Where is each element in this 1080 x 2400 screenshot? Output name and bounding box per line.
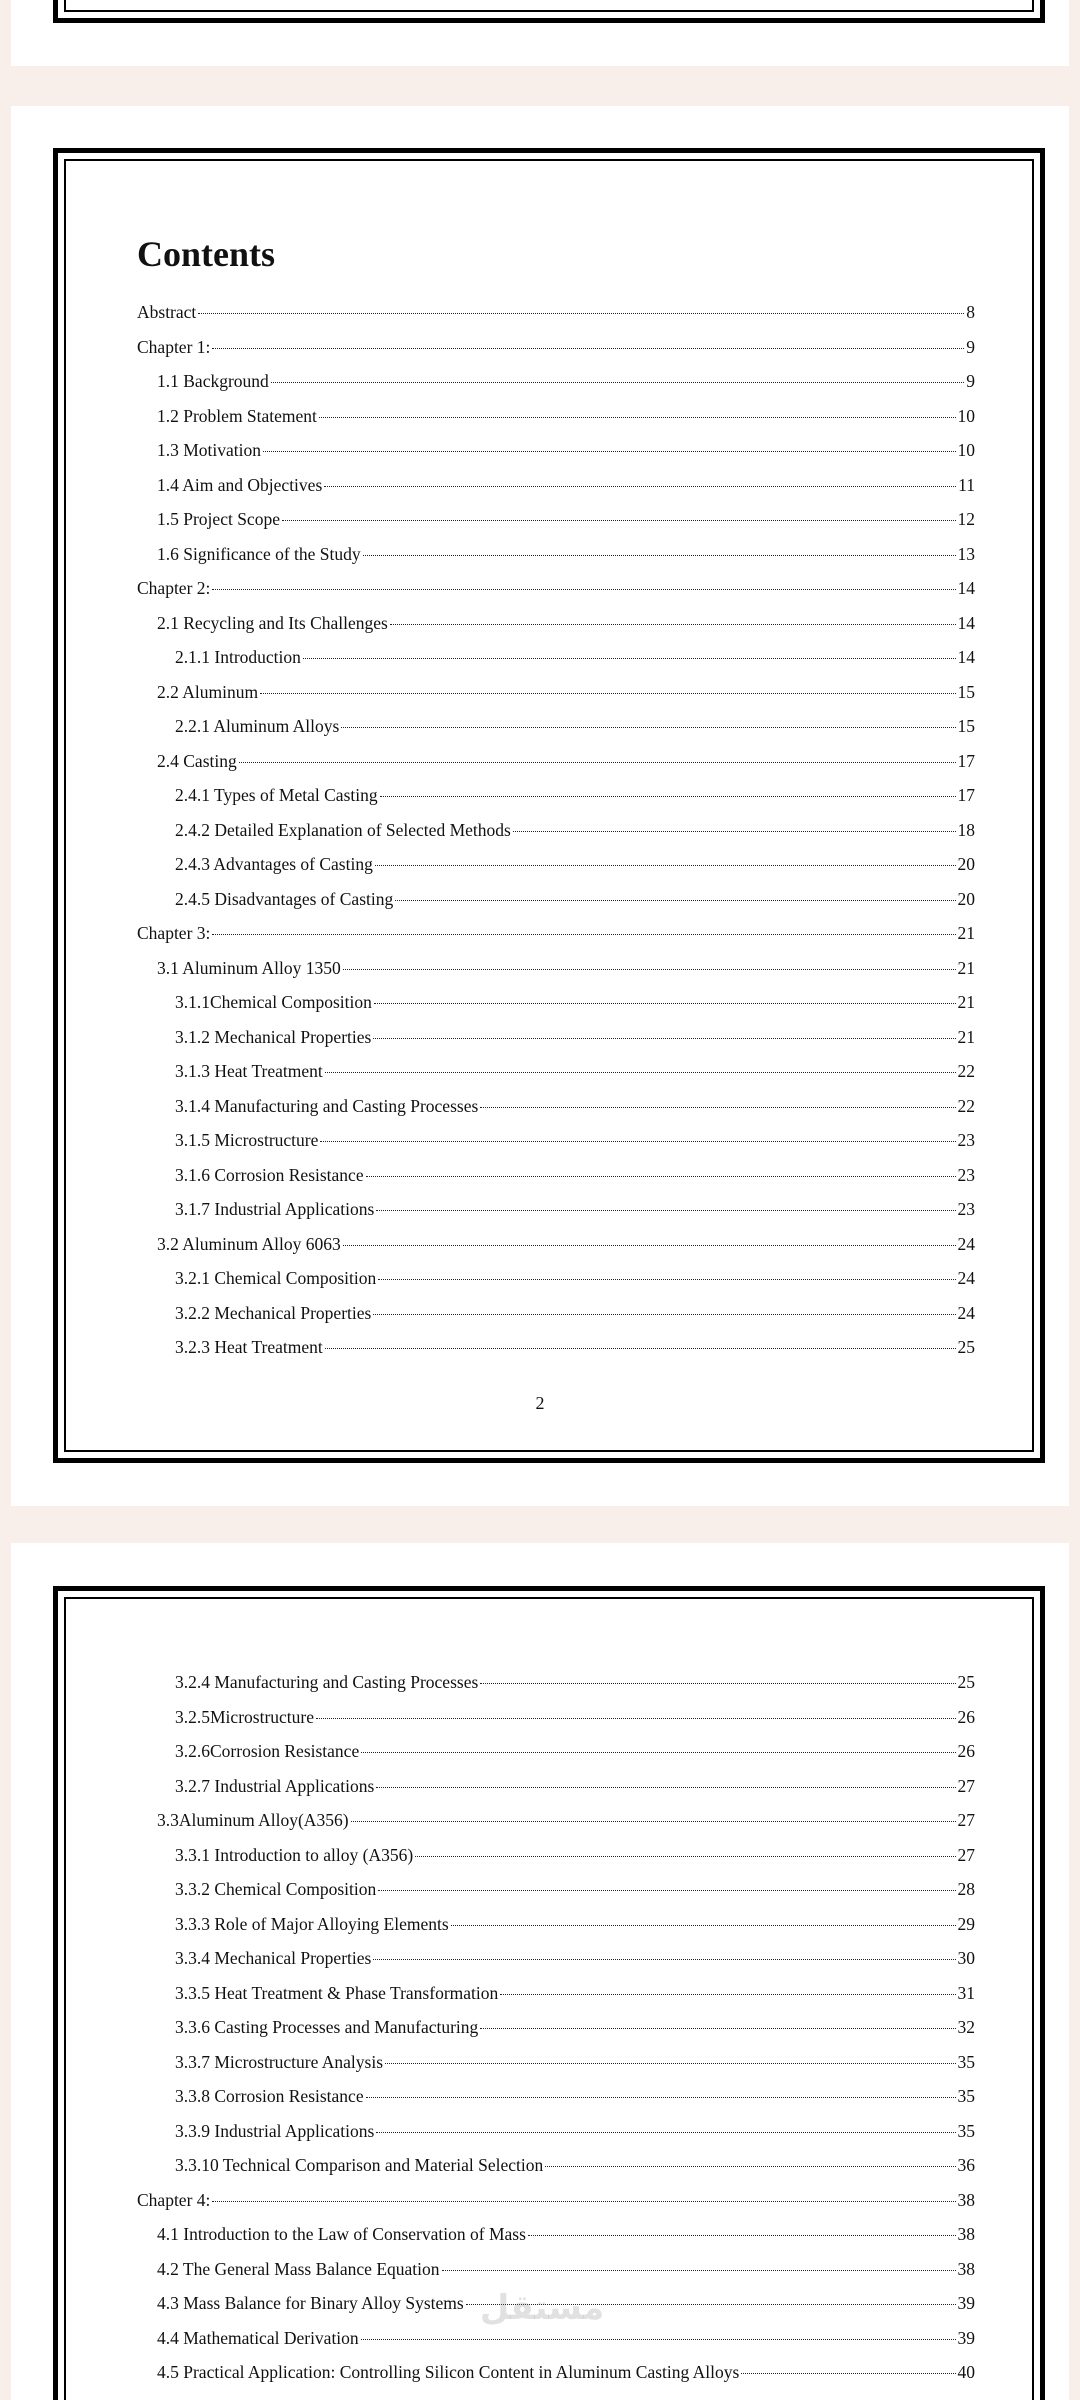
toc-dot-leader	[361, 2338, 956, 2340]
toc-entry-page: 17	[957, 750, 975, 771]
toc-entry-page: 35	[957, 2120, 975, 2141]
toc-entry-title: 3.2.1 Chemical Composition	[175, 1268, 377, 1288]
toc-dot-leader	[324, 485, 956, 487]
toc-entry[interactable]	[137, 295, 975, 330]
toc-dot-leader	[545, 2165, 955, 2167]
toc-entry[interactable]	[137, 1769, 975, 1804]
toc-entry-page: 35	[957, 2086, 975, 2106]
toc-entry-page: 24	[957, 1233, 975, 1254]
toc-entry-page: 24	[957, 1302, 975, 1323]
toc-dot-leader	[528, 2234, 956, 2236]
toc-dot-leader	[260, 692, 955, 694]
toc-entry[interactable]	[137, 2045, 975, 2080]
toc-entry-page: 38	[957, 2224, 975, 2244]
toc-entry-page: 21	[957, 923, 975, 943]
toc-entry-title: 2.1.1 Introduction	[175, 647, 301, 667]
toc-dot-leader	[385, 2062, 955, 2064]
toc-dot-leader	[212, 347, 964, 349]
toc-entry-title: 2.1 Recycling and Its Challenges	[157, 612, 388, 633]
toc-entry-title: 2.4.1 Types of Metal Casting	[175, 785, 378, 805]
toc-entry[interactable]	[137, 1123, 975, 1158]
toc-entry-page: 10	[957, 440, 975, 460]
toc-entry[interactable]	[137, 606, 975, 641]
toc-entry-title: 3.3.1 Introduction to alloy (A356)	[175, 1844, 414, 1865]
toc-dot-leader	[480, 1682, 955, 1684]
toc-dot-leader	[303, 657, 956, 659]
toc-entry[interactable]	[137, 2079, 975, 2114]
toc-entry-title: 4.5 Practical Application: Controlling Silicon Content in Aluminum Casting Alloys	[157, 2362, 740, 2382]
toc-entry[interactable]	[137, 985, 975, 1020]
toc-entry-title: 4.2 The General Mass Balance Equation	[157, 2258, 440, 2279]
toc-entry-title: 1.3 Motivation	[157, 440, 262, 460]
toc-entry-page: 12	[957, 509, 975, 529]
toc-entry[interactable]	[137, 468, 975, 503]
toc-entry-page: 36	[957, 2155, 975, 2175]
toc-entry-title: Chapter 2:	[137, 578, 211, 598]
toc-entry[interactable]	[137, 813, 975, 848]
toc-entry[interactable]	[137, 537, 975, 572]
toc-entry-page: 39	[957, 2327, 975, 2348]
toc-entry-title: 3.3.6 Casting Processes and Manufacturing	[175, 2017, 479, 2037]
toc-entry-title: 3.3.2 Chemical Composition	[175, 1879, 377, 1899]
toc-entry[interactable]	[137, 1158, 975, 1193]
toc-entry-title: 1.4 Aim and Objectives	[157, 474, 323, 495]
toc-dot-leader	[373, 1958, 955, 1960]
toc-entry-title: 3.3.10 Technical Comparison and Material Selection	[175, 2155, 544, 2175]
toc-dot-leader	[415, 1855, 955, 1857]
toc-entry-page: 26	[957, 1706, 975, 1727]
toc-entry-page: 31	[957, 1982, 975, 2003]
toc-entry-page: 26	[957, 1741, 975, 1761]
toc-entry-title: 4.3 Mass Balance for Binary Alloy Systems	[157, 2293, 464, 2313]
toc-entry[interactable]	[137, 2148, 975, 2183]
toc-entry[interactable]	[137, 1054, 975, 1089]
toc-dot-leader	[376, 1786, 955, 1788]
toc-dot-leader	[316, 1717, 956, 1719]
toc-entry-page: 14	[957, 578, 975, 598]
toc-entry-page: 17	[957, 785, 975, 805]
toc-dot-leader	[320, 1140, 955, 1142]
toc-entry-page: 9	[966, 336, 975, 357]
toc-dot-leader	[390, 623, 956, 625]
toc-entry-title: 1.6 Significance of the Study	[157, 543, 361, 564]
toc-entry-title: 3.3.3 Role of Major Alloying Elements	[175, 1913, 449, 1934]
toc-entry-title: 3.1.3 Heat Treatment	[175, 1061, 323, 1081]
toc-entry-page: 13	[957, 543, 975, 564]
toc-dot-leader	[395, 899, 955, 901]
toc-entry[interactable]	[137, 744, 975, 779]
toc-dot-leader	[373, 1037, 955, 1039]
toc-entry[interactable]	[137, 2114, 975, 2149]
toc-entry[interactable]	[137, 847, 975, 882]
toc-dot-leader	[319, 416, 956, 418]
toc-entry[interactable]	[137, 882, 975, 917]
page-title: Contents	[137, 234, 276, 274]
toc-entry-title: 2.4 Casting	[157, 750, 237, 771]
toc-entry[interactable]	[137, 1330, 975, 1365]
toc-entry[interactable]	[137, 1020, 975, 1055]
toc-dot-leader	[451, 1924, 956, 1926]
toc-entry-page: 38	[957, 2258, 975, 2279]
toc-entry[interactable]	[137, 1976, 975, 2011]
toc-entry-title: 3.2.2 Mechanical Properties	[175, 1302, 372, 1323]
toc-entry[interactable]	[137, 571, 975, 606]
toc-entry-title: Chapter 4:	[137, 2189, 211, 2210]
toc-dot-leader	[375, 864, 956, 866]
toc-entry-page: 28	[957, 1879, 975, 1899]
toc-entry-title: 4.1 Introduction to the Law of Conservation of Mass	[157, 2224, 526, 2244]
toc-entry[interactable]	[137, 1941, 975, 1976]
toc-entry-page: 27	[957, 1844, 975, 1865]
toc-dot-leader	[442, 2269, 956, 2271]
toc-dot-leader	[363, 554, 956, 556]
toc-entry-page: 15	[957, 716, 975, 736]
toc-dot-leader	[263, 450, 955, 452]
toc-dot-leader	[282, 519, 956, 521]
toc-entry[interactable]	[137, 2217, 975, 2252]
toc-entry-page: 14	[957, 612, 975, 633]
toc-entry-title: 2.4.3 Advantages of Casting	[175, 854, 373, 874]
toc-entry[interactable]	[137, 1907, 975, 1942]
toc-entry-page: 25	[957, 1337, 975, 1357]
toc-entry-page: 20	[957, 888, 975, 909]
toc-entry[interactable]	[137, 1838, 975, 1873]
toc-dot-leader	[325, 1347, 956, 1349]
table-of-contents	[137, 295, 975, 1365]
toc-dot-leader	[373, 1313, 955, 1315]
toc-entry[interactable]	[137, 2355, 975, 2390]
toc-entry-title: 3.1.1Chemical Composition	[175, 992, 372, 1012]
toc-entry[interactable]	[137, 709, 975, 744]
toc-entry-page: 23	[957, 1164, 975, 1185]
toc-entry[interactable]	[137, 1227, 975, 1262]
toc-entry-page: 21	[957, 1026, 975, 1047]
toc-entry[interactable]	[137, 1700, 975, 1735]
toc-entry-title: 2.2 Aluminum	[157, 681, 259, 702]
toc-dot-leader	[212, 933, 955, 935]
toc-entry-page: 38	[957, 2189, 975, 2210]
toc-entry-page: 29	[957, 1913, 975, 1934]
toc-entry-page: 30	[957, 1948, 975, 1968]
toc-entry-title: Chapter 1:	[137, 336, 211, 357]
watermark-logo: مستقل	[479, 2288, 605, 2328]
toc-entry-page: 11	[958, 474, 975, 495]
toc-dot-leader	[376, 2131, 955, 2133]
toc-dot-leader	[380, 795, 956, 797]
toc-entry[interactable]	[137, 433, 975, 468]
toc-entry-page: 22	[957, 1095, 975, 1116]
toc-entry-title: 4.4 Mathematical Derivation	[157, 2327, 359, 2348]
toc-dot-leader	[480, 2027, 955, 2029]
toc-entry-page: 32	[957, 2017, 975, 2037]
toc-entry[interactable]	[137, 1261, 975, 1296]
toc-entry-page: 27	[957, 1810, 975, 1830]
toc-entry-page: 18	[957, 819, 975, 840]
toc-entry-title: 3.2.7 Industrial Applications	[175, 1775, 375, 1796]
toc-entry[interactable]	[137, 675, 975, 710]
toc-entry-page: 8	[966, 302, 975, 322]
toc-entry-title: 3.2.6Corrosion Resistance	[175, 1741, 360, 1761]
toc-entry-title: 1.1 Background	[157, 371, 269, 391]
toc-dot-leader	[343, 1244, 956, 1246]
toc-dot-leader	[341, 726, 955, 728]
toc-entry[interactable]	[137, 1734, 975, 1769]
toc-entry-title: 2.2.1 Aluminum Alloys	[175, 716, 340, 736]
toc-entry-title: 2.4.5 Disadvantages of Casting	[175, 888, 394, 909]
toc-entry[interactable]	[137, 1872, 975, 1907]
toc-entry[interactable]	[137, 364, 975, 399]
toc-entry-page: 27	[957, 1775, 975, 1796]
toc-entry-page: 21	[957, 992, 975, 1012]
toc-entry[interactable]	[137, 951, 975, 986]
toc-entry[interactable]	[137, 2183, 975, 2218]
toc-entry[interactable]	[137, 399, 975, 434]
toc-dot-leader	[198, 312, 964, 314]
toc-entry-page: 40	[957, 2362, 975, 2382]
toc-entry-title: 3.1.6 Corrosion Resistance	[175, 1164, 364, 1185]
contents-page-sheet	[11, 106, 1069, 1506]
toc-entry-title: 1.5 Project Scope	[157, 509, 280, 529]
toc-dot-leader	[366, 2096, 956, 2098]
toc-entry-page: 23	[957, 1199, 975, 1219]
toc-entry-title: 3.2.5Microstructure	[175, 1706, 314, 1727]
toc-entry[interactable]	[137, 2252, 975, 2287]
toc-entry-title: 3.3.7 Microstructure Analysis	[175, 2051, 384, 2072]
toc-entry-title: 3.3.9 Industrial Applications	[175, 2120, 375, 2141]
toc-entry-page: 39	[957, 2293, 975, 2313]
toc-entry[interactable]	[137, 502, 975, 537]
toc-entry[interactable]	[137, 778, 975, 813]
toc-entry-page: 9	[966, 371, 975, 391]
toc-entry-title: Abstract	[137, 302, 197, 322]
toc-entry[interactable]	[137, 2010, 975, 2045]
toc-entry[interactable]	[137, 330, 975, 365]
toc-dot-leader	[378, 1889, 955, 1891]
toc-dot-leader	[513, 830, 956, 832]
toc-entry[interactable]	[137, 916, 975, 951]
toc-entry-title: 3.2.3 Heat Treatment	[175, 1337, 323, 1357]
toc-entry-title: 3.3.8 Corrosion Resistance	[175, 2086, 364, 2106]
previous-page-sheet	[11, 0, 1069, 66]
toc-dot-leader	[366, 1175, 956, 1177]
toc-entry-page: 35	[957, 2051, 975, 2072]
contents-continued-page-sheet	[11, 1543, 1069, 2400]
toc-dot-leader	[212, 2200, 955, 2202]
toc-entry[interactable]	[137, 1803, 975, 1838]
toc-dot-leader	[376, 1209, 955, 1211]
toc-dot-leader	[361, 1751, 955, 1753]
toc-dot-leader	[378, 1278, 955, 1280]
toc-entry-title: 3.2 Aluminum Alloy 6063	[157, 1233, 341, 1254]
toc-dot-leader	[212, 588, 955, 590]
page-number: 2	[535, 1393, 545, 1413]
toc-dot-leader	[480, 1106, 955, 1108]
toc-dot-leader	[239, 761, 956, 763]
toc-entry-title: 2.4.2 Detailed Explanation of Selected Methods	[175, 819, 511, 840]
toc-entry-title: Chapter 3:	[137, 923, 211, 943]
toc-entry[interactable]	[137, 1296, 975, 1331]
toc-entry-page: 14	[957, 647, 975, 667]
toc-entry[interactable]	[137, 1089, 975, 1124]
toc-dot-leader	[500, 1993, 955, 1995]
toc-entry-title: 3.3.5 Heat Treatment & Phase Transformation	[175, 1982, 499, 2003]
toc-entry-page: 20	[957, 854, 975, 874]
toc-dot-leader	[325, 1071, 956, 1073]
toc-entry[interactable]	[137, 640, 975, 675]
toc-entry-page: 10	[957, 405, 975, 426]
toc-entry-page: 24	[957, 1268, 975, 1288]
toc-entry-title: 3.2.4 Manufacturing and Casting Processes	[175, 1672, 479, 1692]
toc-dot-leader	[351, 1820, 956, 1822]
toc-entry[interactable]	[137, 1192, 975, 1227]
previous-page-border	[53, 0, 1045, 23]
toc-entry-page: 23	[957, 1130, 975, 1150]
table-of-contents-continued	[137, 1665, 975, 2390]
toc-entry-title: 3.1.4 Manufacturing and Casting Processes	[175, 1095, 479, 1116]
toc-entry-page: 21	[957, 957, 975, 978]
toc-entry-title: 3.1.2 Mechanical Properties	[175, 1026, 372, 1047]
toc-entry-title: 3.1.5 Microstructure	[175, 1130, 319, 1150]
toc-entry-page: 15	[957, 681, 975, 702]
toc-entry-page: 25	[957, 1672, 975, 1692]
toc-entry-title: 3.1 Aluminum Alloy 1350	[157, 957, 341, 978]
toc-entry-title: 1.2 Problem Statement	[157, 405, 317, 426]
toc-entry-page: 22	[957, 1061, 975, 1081]
toc-entry[interactable]	[137, 1665, 975, 1700]
toc-dot-leader	[271, 381, 964, 383]
toc-entry-title: 3.1.7 Industrial Applications	[175, 1199, 375, 1219]
toc-dot-leader	[343, 968, 956, 970]
toc-dot-leader	[741, 2372, 955, 2374]
toc-entry-title: 3.3Aluminum Alloy(A356)	[157, 1810, 349, 1830]
toc-dot-leader	[374, 1002, 956, 1004]
toc-entry-title: 3.3.4 Mechanical Properties	[175, 1948, 372, 1968]
